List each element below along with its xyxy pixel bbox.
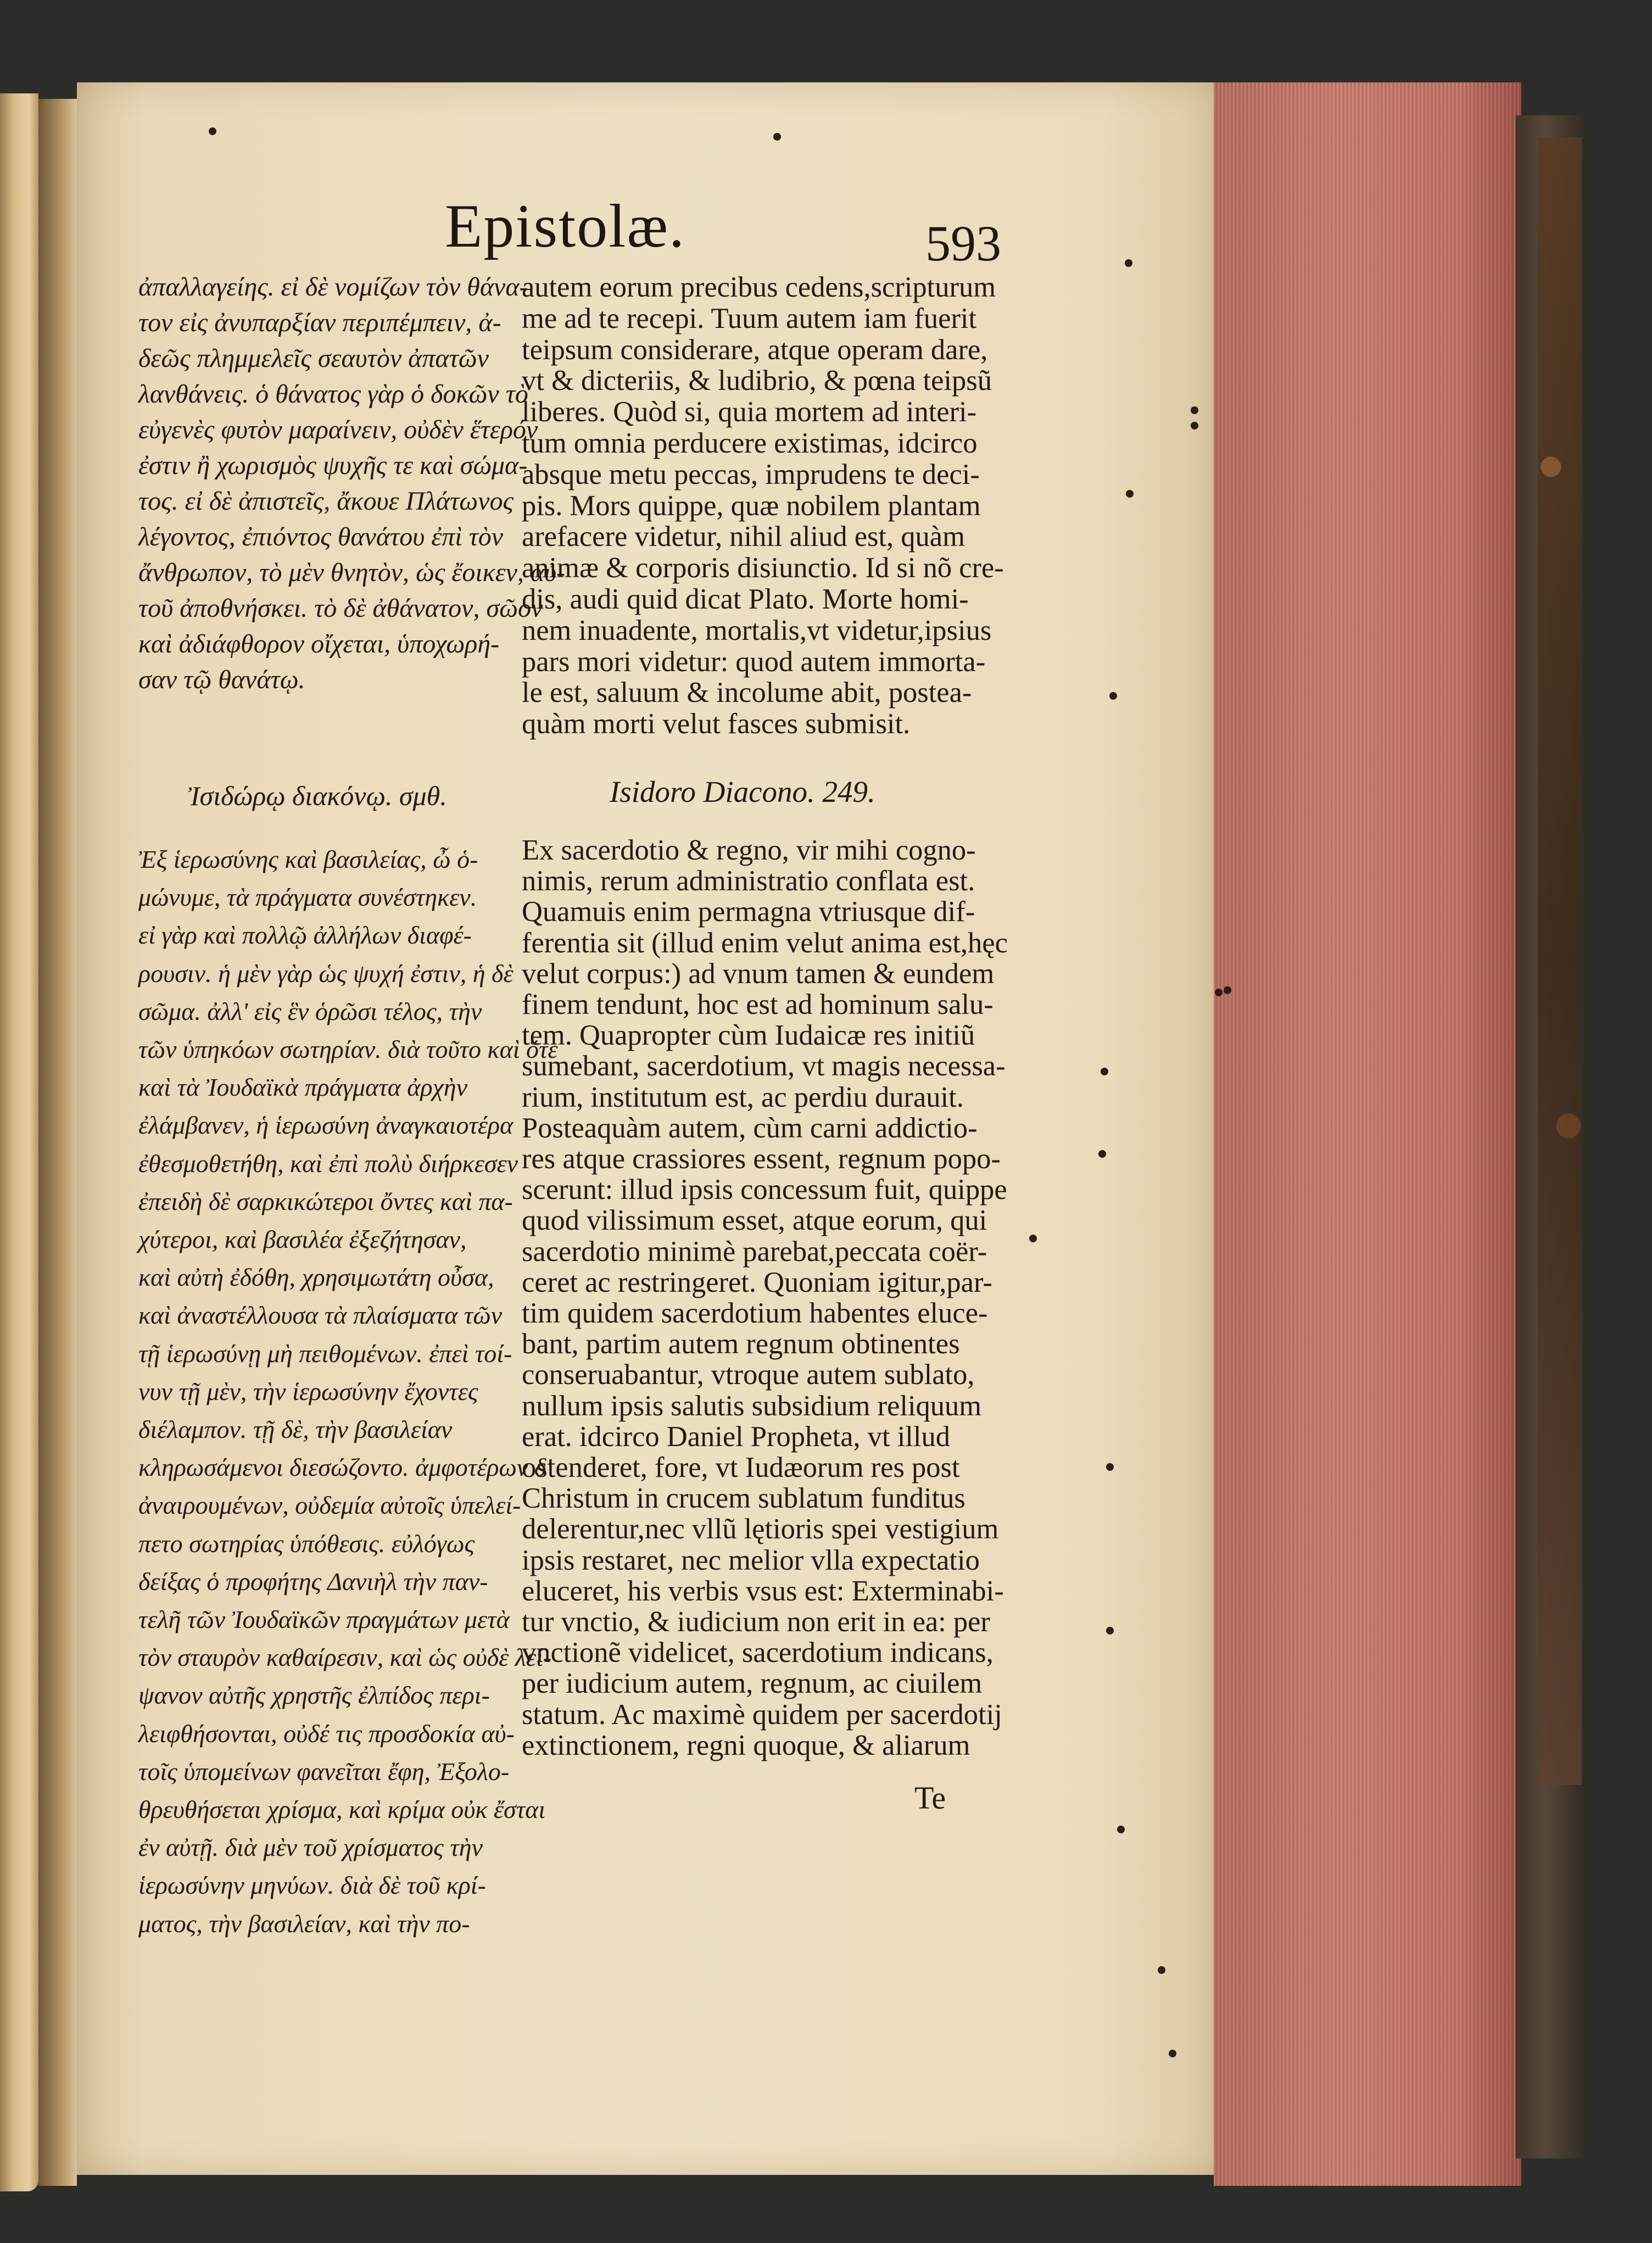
binding-hole — [1126, 490, 1134, 498]
left-page-edge — [0, 93, 38, 2191]
text-line: quàm morti velut fasces submisit. — [522, 708, 911, 740]
text-line: delerentur,nec vllũ lętioris spei vestigium — [522, 1513, 999, 1545]
text-line: τῶν ὑπηκόων σωτηρίαν. διὰ τοῦτο καὶ ὅτε — [138, 1035, 558, 1064]
text-line: nem inuadente, mortalis,vt videtur,ipsius — [522, 614, 992, 646]
text-line: ἀναιρουμένων, οὐδεμία αὐτοῖς ὑπελεί- — [138, 1491, 521, 1520]
binding-hole — [1101, 1068, 1108, 1075]
text-line: animæ & corporis disiunctio. Id si nõ cre- — [522, 552, 1004, 584]
text-line: quod vilissimum esset, atque eorum, qui — [522, 1204, 987, 1237]
text-line: καὶ αὐτὴ ἐδόθη, χρησιμωτάτη οὖσα, — [138, 1263, 494, 1292]
text-line: nimis, rerum administratio conflata est. — [522, 865, 975, 897]
text-line: εὐγενὲς φυτὸν μαραίνειν, οὐδὲν ἕτερόν — [138, 415, 538, 444]
red-page-edges — [1214, 82, 1521, 2186]
text-line: δείξας ὁ προφήτης Δανιὴλ τὴν παν- — [138, 1567, 488, 1595]
text-line: ψανον αὐτῆς χρηστῆς ἐλπίδος περι- — [138, 1681, 490, 1710]
text-line: le est, saluum & incolume abit, postea- — [522, 677, 972, 709]
text-line: χύτεροι, καὶ βασιλέα ἐξεζήτησαν, — [138, 1225, 467, 1254]
text-line: διέλαμπον. τῇ δὲ, τὴν βασιλείαν — [138, 1415, 453, 1444]
text-line: Ex sacerdotio & regno, vir mihi cogno- — [522, 834, 976, 866]
text-line: ἐστιν ἢ χωρισμὸς ψυχῆς τε καὶ σώμα- — [138, 451, 528, 480]
text-line: me ad te recepi. Tuum autem iam fuerit — [522, 302, 977, 334]
text-line: autem eorum precibus cedens,scripturum — [522, 271, 996, 303]
text-line: πετο σωτηρίας ὑπόθεσις. εὐλόγως — [138, 1529, 475, 1558]
text-line: nullum ipsis salutis subsidium reliquum — [522, 1390, 982, 1422]
binding-hole — [1098, 1150, 1106, 1158]
latin-column-bottom — [522, 835, 1016, 1761]
binding-hole — [1215, 989, 1223, 996]
catchword: Te — [914, 1780, 946, 1816]
binding-hole — [1191, 422, 1198, 429]
binding-hole — [1109, 692, 1117, 700]
text-line: λειφθήσονται, οὐδέ τις προσδοκία αὐ- — [138, 1719, 515, 1748]
text-line: ρουσιν. ἡ μὲν γὰρ ὡς ψυχή ἐστιν, ἡ δὲ — [138, 959, 514, 987]
text-line: ipsis restaret, nec melior vlla expectatio — [522, 1544, 980, 1576]
text-line: finem tendunt, hoc est ad hominum salu- — [522, 989, 994, 1021]
greek-column-top — [138, 269, 566, 698]
greek-column-bottom — [138, 840, 558, 1943]
text-line: Posteaquàm autem, cùm carni addictio- — [522, 1112, 978, 1144]
text-line: statum. Ac maximè quidem per sacerdotij — [522, 1698, 1002, 1731]
text-line: καὶ ἀναστέλλουσα τὰ πλαίσματα τῶν — [138, 1301, 503, 1330]
text-line: res atque crassiores essent, regnum popo- — [522, 1143, 1001, 1175]
text-line: tur vnctio, & iudicium non erit in ea: per — [522, 1606, 990, 1638]
text-line: Quamuis enim permagna vtriusque dif- — [522, 896, 975, 928]
section-heading-latin: Isidoro Diacono. 249. — [610, 775, 875, 808]
text-line: rium, institutum est, ac perdiu durauit. — [522, 1081, 964, 1113]
text-line: ἱερωσύνην μηνύων. διὰ δὲ τοῦ κρί- — [138, 1871, 486, 1900]
text-line: ostenderet, fore, vt Iudæorum res post — [522, 1452, 960, 1484]
text-line: dis, audi quid dicat Plato. Morte homi- — [522, 583, 969, 615]
section-heading-greek: Ἰσιδώρῳ διακόνῳ. σμθ. — [188, 780, 447, 811]
binding-hole — [1158, 1966, 1165, 1974]
text-line: ἐν αὐτῇ. διὰ μὲν τοῦ χρίσματος τὴν — [138, 1833, 483, 1862]
binding-hole — [1106, 1627, 1114, 1634]
text-line: eluceret, his verbis vsus est: Exterminabi- — [522, 1575, 1004, 1607]
text-line: θρευθήσεται χρίσμα, καὶ κρίμα οὐκ ἔσται — [138, 1795, 546, 1824]
text-line: ἐλάμβανεν, ἡ ἱερωσύνη ἀναγκαιοτέρα — [138, 1111, 514, 1140]
page-number: 593 — [925, 215, 1001, 271]
text-line: τοῖς ὑπομείνων φανεῖται ἔφη, Ἐξολο- — [138, 1757, 510, 1786]
text-line: λανθάνεις. ὁ θάνατος γὰρ ὁ δοκῶν τὸ — [138, 380, 528, 409]
text-line: sumebant, sacerdotium, vt magis necessa- — [522, 1050, 1006, 1083]
text-line: extinctionem, regni quoque, & aliarum — [522, 1729, 970, 1761]
text-line: Christum in crucem sublatum funditus — [522, 1482, 965, 1515]
text-line: teipsum considerare, atque operam dare, — [522, 333, 988, 366]
text-line: erat. idcirco Daniel Propheta, vt illud — [522, 1420, 950, 1453]
binding-hole — [1224, 986, 1231, 994]
binding-hole — [1169, 2050, 1176, 2057]
book-gutter — [38, 99, 77, 2186]
text-line: sacerdotio minimè parebat,peccata coër- — [522, 1235, 987, 1268]
running-head: Epistolæ. — [445, 192, 686, 260]
text-line: vt & dicteriis, & ludibrio, & pœna teipsũ — [522, 365, 992, 397]
text-line: ἐπειδὴ δὲ σαρκικώτεροι ὄντες καὶ πα- — [138, 1187, 513, 1215]
text-line: bant, partim autem regnum obtinentes — [522, 1328, 960, 1360]
text-line: tem. Quapropter cùm Iudaicæ res initiũ — [522, 1019, 975, 1052]
text-line: vnctionẽ videlicet, sacerdotium indicans, — [522, 1637, 994, 1669]
text-line: καὶ τὰ Ἰουδαϊκὰ πράγματα ἀρχὴν — [138, 1073, 468, 1102]
text-line: καὶ ἀδιάφθορον οἴχεται, ὑποχωρή- — [138, 629, 500, 659]
text-line: λέγοντος, ἐπιόντος θανάτου ἐπὶ τὸν — [138, 522, 504, 551]
text-line: τος. εἰ δὲ ἀπιστεῖς, ἄκουε Πλάτωνος — [138, 487, 514, 516]
text-line: pars mori videtur: quod autem immorta- — [522, 645, 986, 678]
marbled-board — [1538, 137, 1582, 1785]
text-line: Ἐξ ἱερωσύνης καὶ βασιλείας, ὦ ὁ- — [138, 845, 478, 873]
text-line: τον εἰς ἀνυπαρξίαν περιπέμπειν, ἀ- — [138, 308, 501, 337]
text-line: arefacere videtur, nihil aliud est, quàm — [522, 521, 965, 553]
text-line: κληρωσάμενοι διεσώζοντο. ἀμφοτέρων δ' — [138, 1453, 552, 1482]
text-line: μώνυμε, τὰ πράγματα συνέστηκεν. — [138, 883, 477, 912]
text-line: absque metu peccas, imprudens te deci- — [522, 458, 980, 490]
binding-hole — [1029, 1235, 1037, 1242]
text-line: τοῦ ἀποθνήσκει. τὸ δὲ ἀθάνατον, σῶον — [138, 594, 543, 623]
binding-hole — [773, 133, 781, 141]
text-line: τελῆ τῶν Ἰουδαϊκῶν πραγμάτων μετὰ — [138, 1605, 510, 1634]
text-line: ferentia sit (illud enim velut anima est,hęc — [522, 927, 1008, 959]
text-line: νυν τῇ μὲν, τὴν ἱερωσύνην ἔχοντες — [138, 1377, 478, 1405]
text-line: δεῶς πλημμελεῖς σεαυτὸν ἀπατῶν — [138, 344, 489, 373]
text-line: tum omnia perducere existimas, idcirco — [522, 427, 978, 459]
text-line: σῶμα. ἀλλ' εἰς ἓν ὁρῶσι τέλος, τὴν — [138, 997, 482, 1025]
text-line: conseruabantur, vtroque autem sublato, — [522, 1359, 975, 1391]
text-line: pis. Mors quippe, quæ nobilem plantam — [522, 489, 981, 522]
text-line: σαν τῷ θανάτῳ. — [138, 665, 305, 694]
text-line: ἄνθρωπον, τὸ μὲν θνητὸν, ὡς ἔοικεν, αὐ- — [138, 558, 566, 587]
binding-hole — [1106, 1463, 1114, 1471]
binding-hole — [1191, 406, 1198, 414]
text-line: ματος, τὴν βασιλείαν, καὶ τὴν πο- — [138, 1909, 470, 1938]
text-line: ἐθεσμοθετήθη, καὶ ἐπὶ πολὺ διήρκεσεν — [138, 1149, 518, 1178]
text-line: tim quidem sacerdotium habentes eluce- — [522, 1297, 988, 1330]
text-line: liberes. Quòd si, quia mortem ad interi- — [522, 396, 977, 428]
text-line: ceret ac restringeret. Quoniam igitur,par- — [522, 1266, 992, 1298]
binding-hole — [209, 127, 216, 135]
latin-column-top — [522, 272, 1016, 740]
binding-hole — [1117, 1826, 1125, 1833]
text-line: per iudicium autem, regnum, ac ciuilem — [522, 1667, 983, 1700]
binding-hole — [1125, 259, 1132, 267]
text-line: τὸν σταυρὸν καθαίρεσιν, καὶ ὡς οὐδὲ λεί- — [138, 1643, 552, 1672]
text-line: velut corpus:) ad vnum tamen & eundem — [522, 957, 995, 990]
text-line: τῇ ἱερωσύνῃ μὴ πειθομένων. ἐπεὶ τοί- — [138, 1339, 512, 1368]
text-line: scerunt: illud ipsis concessum fuit, quippe — [522, 1174, 1007, 1206]
text-line: εἰ γὰρ καὶ πολλῷ ἀλλήλων διαφέ- — [138, 921, 472, 950]
text-line: ἀπαλλαγείης. εἰ δὲ νομίζων τὸν θάνα- — [138, 272, 528, 302]
